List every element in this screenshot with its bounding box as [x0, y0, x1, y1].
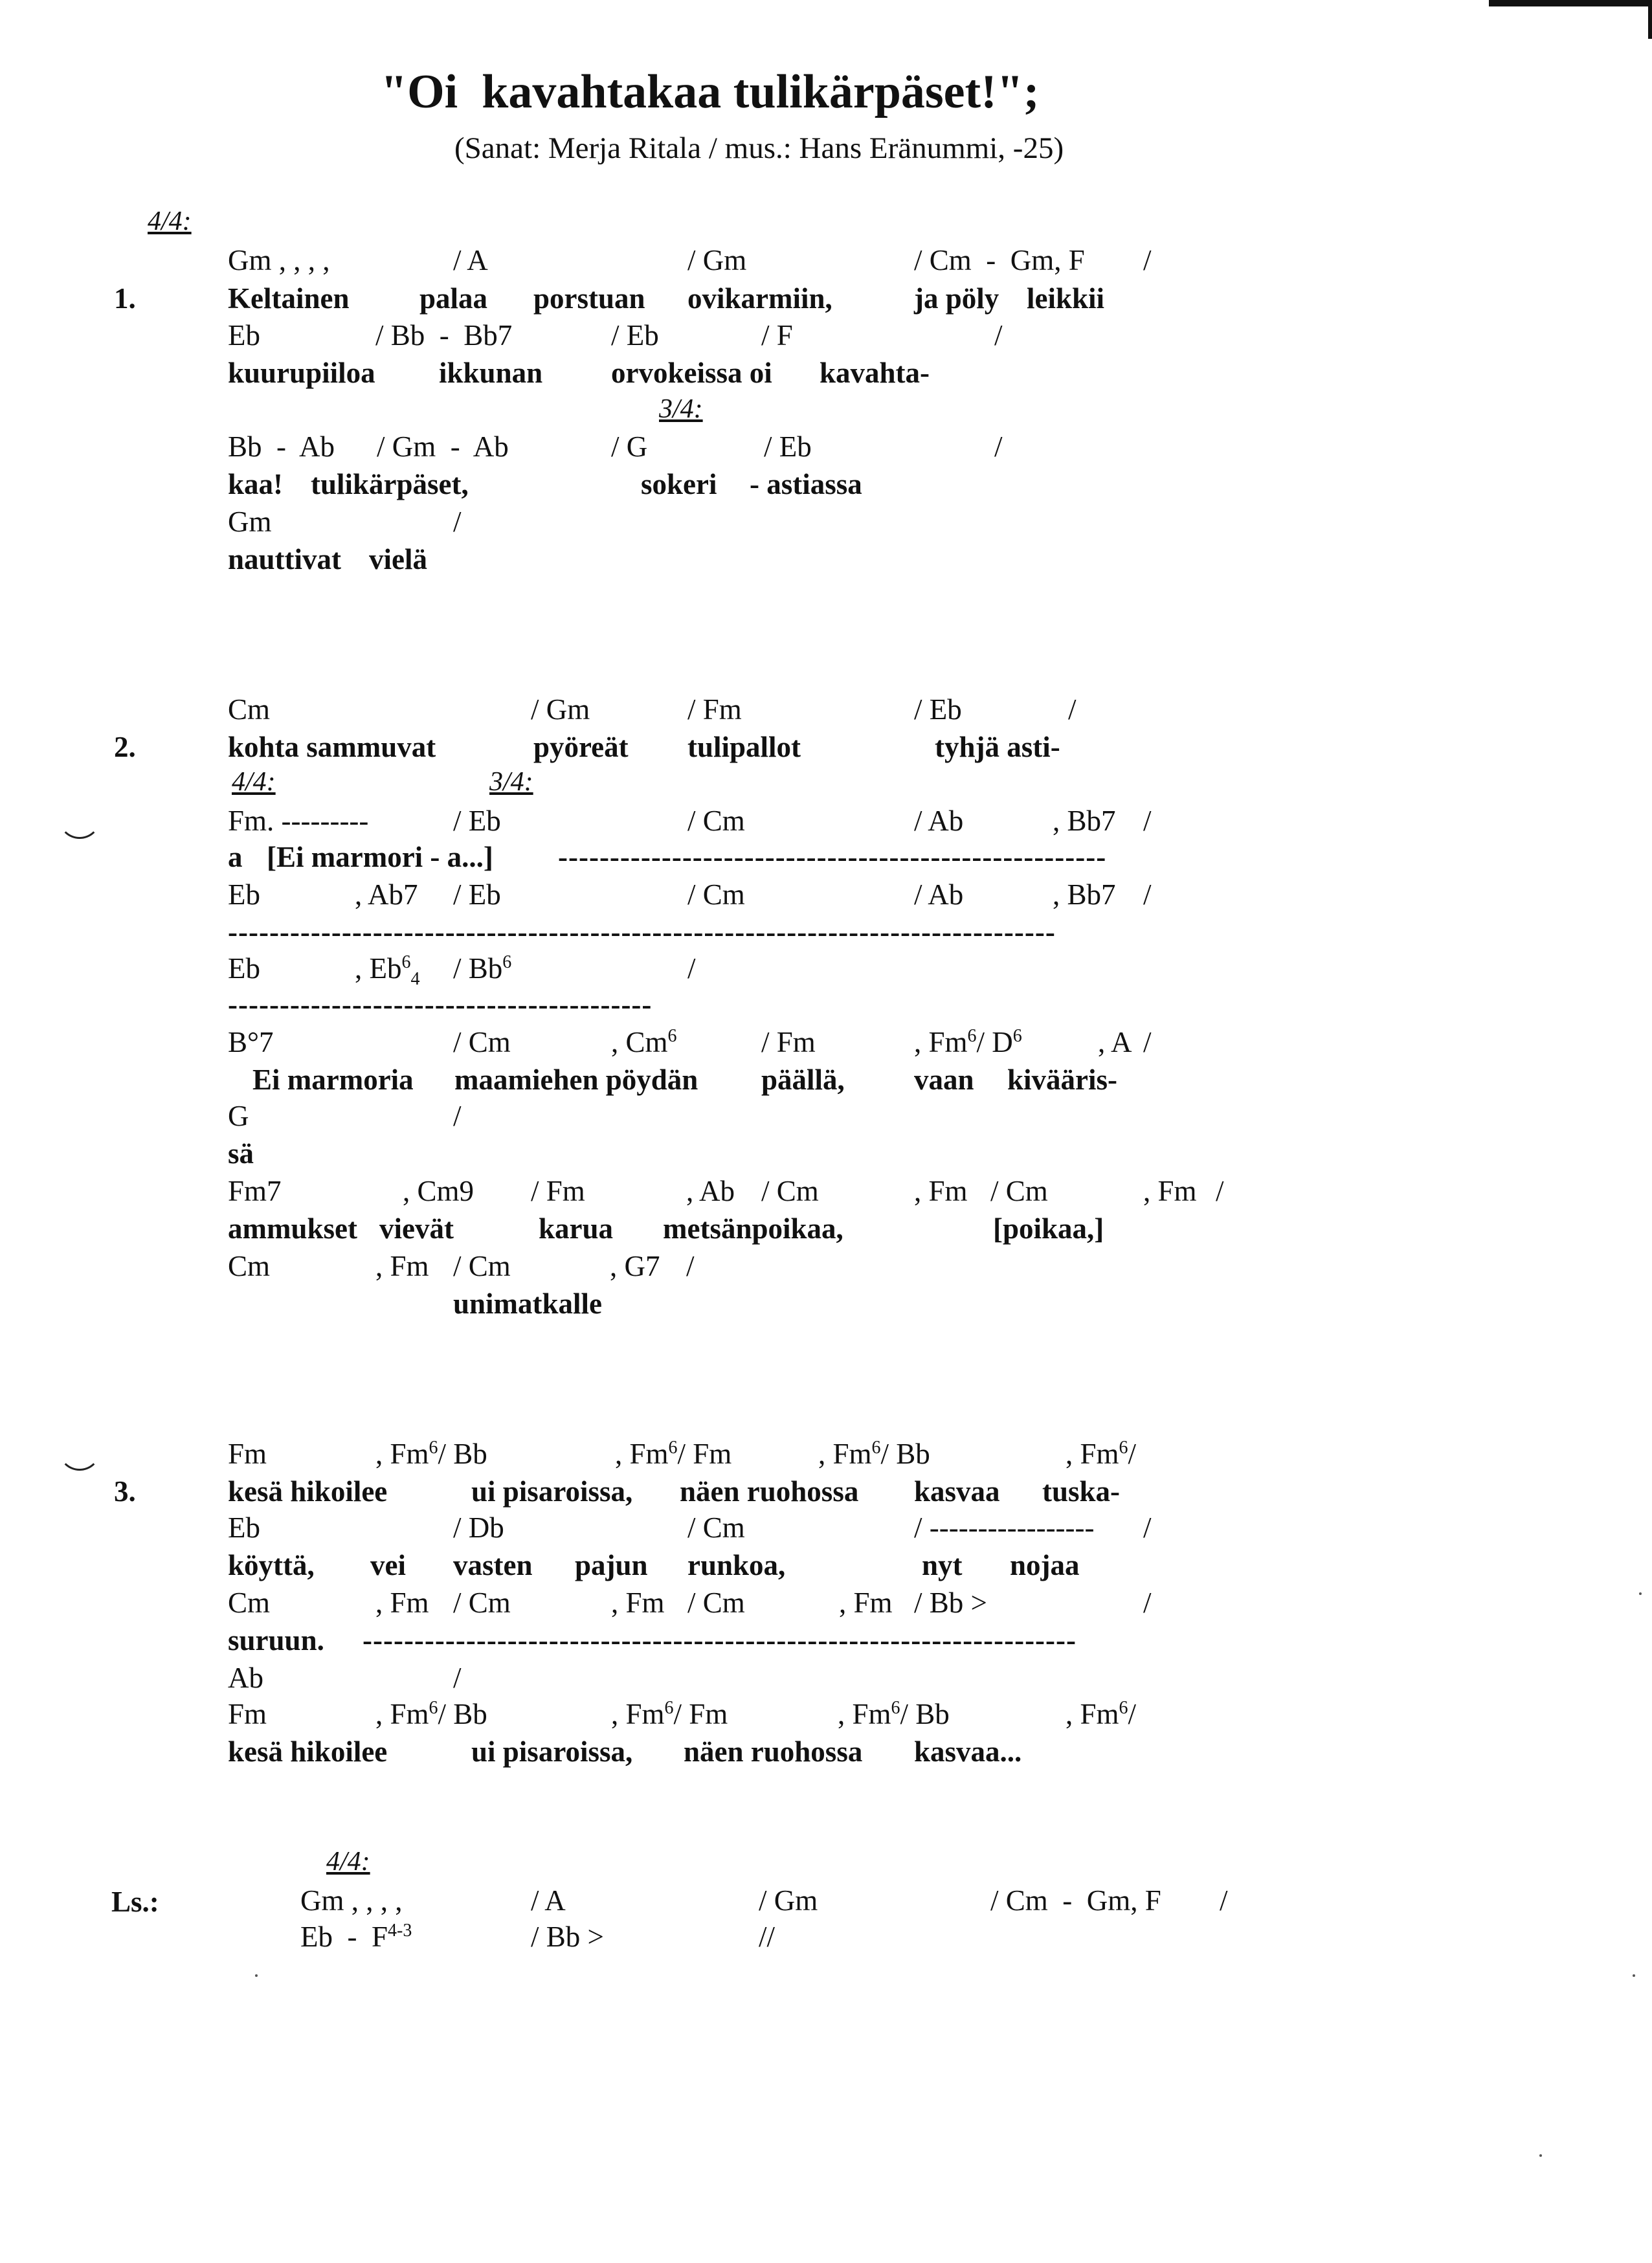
chord: / Db [453, 1511, 504, 1544]
lyric: vasten [453, 1549, 533, 1581]
chord: / Gm [687, 244, 747, 276]
continuation-dashes: ----------------------------------------------------- [558, 841, 1107, 873]
scan-speck [255, 1974, 258, 1977]
lyric: [Ei marmori - a...] [267, 841, 493, 873]
lyric: ammukset [228, 1212, 357, 1245]
lyric: suruun. [228, 1624, 324, 1656]
lyric: kasvaa... [914, 1735, 1022, 1768]
chord: Fm. --------- [228, 805, 369, 837]
chord: Cm [228, 1250, 271, 1282]
chord: B°7 [228, 1026, 274, 1058]
chord: / [1216, 1175, 1224, 1207]
chord: Eb [228, 878, 260, 911]
chord: , Bb7 [1053, 805, 1116, 837]
chord: Bb - Ab [228, 430, 335, 463]
chord: , Fm [375, 1587, 429, 1619]
punch-hole-mark [58, 796, 101, 839]
lyric: päällä, [761, 1064, 845, 1096]
scan-edge-top [1489, 0, 1652, 6]
chord: / Fm [761, 1026, 816, 1058]
lyric: tulikärpäset, [311, 468, 469, 500]
chord: , Fm$^6$/ [1066, 1698, 1137, 1730]
chord: / [1143, 1587, 1152, 1619]
chord: / Eb [453, 805, 501, 837]
lyric: näen ruohossa [680, 1475, 859, 1508]
chord: / Cm [761, 1175, 819, 1207]
chord: / Cm [687, 1587, 745, 1619]
chord: / Bb$^6$ [453, 952, 512, 985]
chord: , Fm$^6$/ [1066, 1438, 1137, 1470]
lyric: pajun [575, 1549, 648, 1581]
chord: / [1143, 244, 1152, 276]
lyric: tulipallot [687, 731, 801, 763]
lyric: sä [228, 1137, 254, 1170]
chord: , A [1098, 1026, 1132, 1058]
lyric: unimatkalle [453, 1288, 603, 1320]
lyric: kasvaa [914, 1475, 1000, 1508]
lyric: Ei marmoria [252, 1064, 414, 1096]
lyric: tuska- [1042, 1475, 1121, 1508]
chord: / Cm [687, 878, 745, 911]
chord: / Bb > [531, 1921, 604, 1953]
chord: / [994, 430, 1003, 463]
chord: Gm [228, 506, 272, 538]
lyric: runkoa, [687, 1549, 786, 1581]
chord: , Fm$^6$/ Fm [615, 1438, 732, 1470]
chord: / [1143, 1511, 1152, 1544]
chord: , Cm$^6$ [611, 1026, 677, 1058]
chord: / [1143, 1026, 1152, 1058]
lyric: maamiehen pöydän [454, 1064, 698, 1096]
chord: , Fm [1143, 1175, 1197, 1207]
lyric: palaa [419, 282, 488, 315]
chord: , Fm [839, 1587, 893, 1619]
chord: , Fm$^6$/ Fm [611, 1698, 728, 1730]
chord: Eb [228, 319, 260, 351]
song-title: "Oi kavahtakaa tulikärpäset!"; [381, 65, 1040, 118]
chord: / Cm [990, 1175, 1048, 1207]
chord: / A [531, 1884, 566, 1917]
lyric: Keltainen [228, 282, 350, 315]
chord: / Fm [531, 1175, 585, 1207]
lyric: pyöreät [533, 731, 629, 763]
chord: / Fm [687, 693, 742, 726]
chord: / [1143, 878, 1152, 911]
chord: , Fm [611, 1587, 665, 1619]
chord: / [686, 1250, 695, 1282]
chord: / G [611, 430, 648, 463]
chord: , Fm [914, 1175, 968, 1207]
chord: / [1220, 1884, 1228, 1917]
lyric: kavahta- [820, 357, 930, 389]
chord: Fm7 [228, 1175, 282, 1207]
chord: , Fm [375, 1250, 429, 1282]
continuation-dashes: ----------------------------------------- [228, 988, 653, 1021]
chord: , Fm$^6$/ Bb [818, 1438, 930, 1470]
chord: / [1068, 693, 1077, 726]
chord: Gm , , , , [300, 1884, 403, 1917]
scan-speck [1633, 1974, 1635, 1977]
verse-number: 3. [114, 1475, 136, 1508]
lyric: kivääris- [1007, 1064, 1118, 1096]
lyric: leikkii [1027, 282, 1105, 315]
chord: , Bb7 [1053, 878, 1116, 911]
chord: / ----------------- [914, 1511, 1095, 1544]
lyric: orvokeissa oi [611, 357, 772, 389]
lyric: sokeri [641, 468, 717, 500]
chord: / [453, 1662, 462, 1694]
lyric: porstuan [533, 282, 645, 315]
chord: / Eb [764, 430, 812, 463]
chord: / [687, 952, 696, 985]
chord: / Cm - Gm, F [990, 1884, 1161, 1917]
lyric: vaan [914, 1064, 974, 1096]
chord: Fm [228, 1438, 267, 1470]
chord: / Cm [453, 1587, 511, 1619]
lyric: ui pisaroissa, [471, 1735, 633, 1768]
chord: Ab [228, 1662, 263, 1694]
chord: Eb - $F^{4-3}$ [300, 1921, 412, 1953]
chord: , Fm$^6$/ Bb [375, 1698, 487, 1730]
chord: , Fm$^6$/ $D^6$ [914, 1026, 1022, 1058]
lyric: ui pisaroissa, [471, 1475, 633, 1508]
lyric: kesä hikoilee [228, 1475, 388, 1508]
scan-edge-right [1648, 0, 1652, 39]
meter-marking: 4/4: [148, 206, 192, 236]
lyric: metsänpoikaa, [663, 1212, 843, 1245]
chord: , $Eb^6_4$ [355, 952, 420, 989]
chord: / [994, 319, 1003, 351]
chord: Eb [228, 1511, 260, 1544]
meter-marking: 4/4: [232, 767, 276, 797]
chord: G [228, 1100, 249, 1132]
scan-speck [1639, 1592, 1642, 1595]
lyric: ikkunan [439, 357, 543, 389]
lyric: nyt [922, 1549, 963, 1581]
chord: / Cm [453, 1026, 511, 1058]
chord: / A [453, 244, 488, 276]
chord: / Bb > [914, 1587, 987, 1619]
lyric: kuurupiiloa [228, 357, 375, 389]
verse-number: 2. [114, 731, 136, 763]
lyric: tyhjä asti- [935, 731, 1060, 763]
lyric: köyttä, [228, 1549, 315, 1581]
meter-marking: 4/4: [326, 1847, 370, 1877]
chord: , Fm$^6$/ Bb [375, 1438, 487, 1470]
chord: / Cm [687, 805, 745, 837]
chord: / Eb [611, 319, 659, 351]
chord: / Gm [531, 693, 590, 726]
lyric: näen ruohossa [684, 1735, 863, 1768]
meter-marking: 3/4: [489, 767, 533, 797]
section-label: Ls.: [111, 1886, 159, 1918]
lyric: nojaa [1010, 1549, 1080, 1581]
lyric: ja pöly [914, 282, 999, 315]
lyric: a [228, 841, 243, 873]
lyric: [poikaa,] [993, 1212, 1104, 1245]
chord: / [453, 1100, 462, 1132]
chord: / [1143, 805, 1152, 837]
chord: / Eb [453, 878, 501, 911]
lyric: kaa! [228, 468, 284, 500]
chord: , Ab [686, 1175, 735, 1207]
chord: / Gm [759, 1884, 818, 1917]
lyric: vielä [369, 543, 427, 575]
lyric: kohta sammuvat [228, 731, 436, 763]
chord: / F [761, 319, 793, 351]
chord: / Gm - Ab [377, 430, 509, 463]
punch-hole-mark [58, 1428, 101, 1471]
chord: / Eb [914, 693, 962, 726]
chord: , G7 [610, 1250, 660, 1282]
chord: / Bb - Bb7 [375, 319, 513, 351]
chord: Gm , , , , [228, 244, 330, 276]
lyric: - astiassa [750, 468, 862, 500]
lyric: vievät [379, 1212, 454, 1245]
scan-speck [1539, 2154, 1542, 2157]
chord: / Ab [914, 878, 964, 911]
meter-marking: 3/4: [659, 394, 703, 424]
continuation-dashes: -------------------------------------------------------------------------------- [228, 916, 1056, 948]
verse-number: 1. [114, 282, 136, 315]
chord: // [759, 1921, 776, 1953]
lyric: nauttivat [228, 543, 342, 575]
continuation-dashes: --------------------------------------------------------------------- [363, 1624, 1077, 1656]
chord: Cm [228, 1587, 271, 1619]
chord: / Cm [687, 1511, 745, 1544]
chord: / Ab [914, 805, 964, 837]
lyric: ovikarmiin, [687, 282, 832, 315]
chord: Eb [228, 952, 260, 985]
chord: , Cm9 [403, 1175, 474, 1207]
lyric: kesä hikoilee [228, 1735, 388, 1768]
chord: Fm [228, 1698, 267, 1730]
chord: , Ab7 [355, 878, 418, 911]
chord: Cm [228, 693, 271, 726]
chord: / [453, 506, 462, 538]
chord: / Cm [453, 1250, 511, 1282]
chord: / Cm - Gm, F [914, 244, 1085, 276]
chord: , Fm$^6$/ Bb [838, 1698, 950, 1730]
lyric: karua [539, 1212, 614, 1245]
song-credits: (Sanat: Merja Ritala / mus.: Hans Eränummi, -25) [454, 131, 1064, 165]
lyric: vei [370, 1549, 406, 1581]
